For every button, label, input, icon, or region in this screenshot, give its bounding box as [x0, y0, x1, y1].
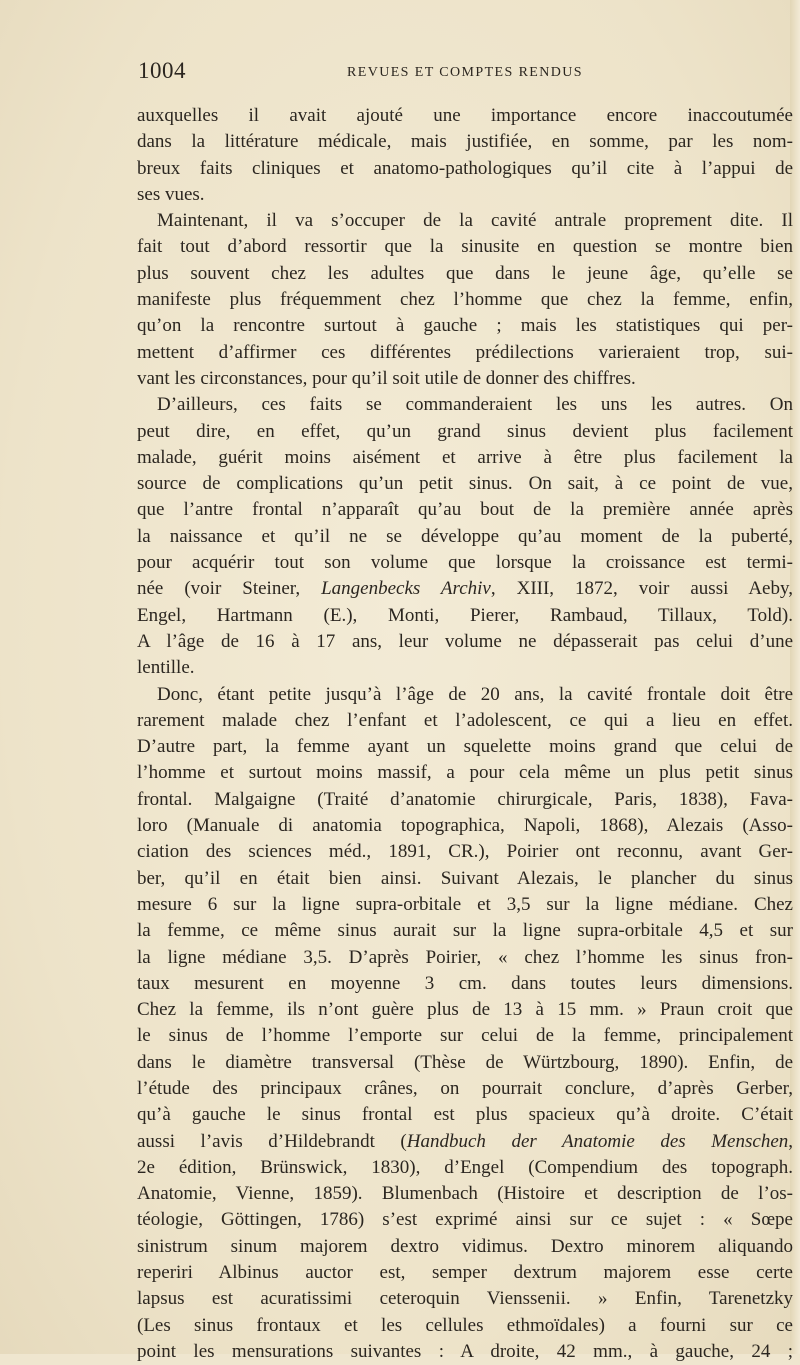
line-text: aussi l’avis d’Hildebrandt (: [137, 1130, 407, 1152]
text-line: la naissance et qu’il ne se développe qu’au moment de la puberté,: [137, 525, 793, 547]
line-text: , XIII, 1872, voir aussi Aeby,: [490, 578, 793, 600]
text-line: point les mensurations suivantes : A droite, 42 mm., à gauche, 24 ;: [137, 1340, 793, 1362]
text-line: mettent d’affirmer ces différentes prédilections varieraient trop, sui-: [137, 341, 793, 363]
text-line: source de complications qu’un petit sinus. On sait, à ce point de vue,: [137, 473, 793, 495]
text-line: ses vues.: [137, 183, 205, 205]
italic-title: Handbuch der Anatomie des Menschen: [406, 1130, 789, 1152]
text-line: ciation des sciences méd., 1891, CR.), Poirier ont reconnu, avant Ger-: [137, 841, 793, 863]
text-line: auxquelles il avait ajouté une importance encore inaccoutumée: [137, 105, 793, 126]
text-line: Maintenant, il va s’occuper de la cavité antrale proprement dite. Il: [157, 210, 793, 232]
text-line: plus souvent chez les adultes que dans le jeune âge, qu’elle se: [137, 262, 793, 284]
text-line: qu’à gauche le sinus frontal est plus spacieux qu’à droite. C’était: [137, 1104, 793, 1126]
text-line: pour acquérir tout son volume que lorsque la croissance est termi-: [137, 552, 793, 574]
text-line: dans le diamètre transversal (Thèse de Würtzbourg, 1890). Enfin, de: [137, 1051, 793, 1073]
text-line: 2e édition, Brünswick, 1830), d’Engel (Compendium des topograph.: [137, 1156, 793, 1178]
text-line: Engel, Hartmann (E.), Monti, Pierer, Rambaud, Tillaux, Told).: [137, 604, 793, 626]
text-line: rarement malade chez l’enfant et l’adolescent, ce qui a lieu en effet.: [137, 709, 793, 731]
text-line: lentille.: [137, 657, 195, 679]
italic-title: Langenbecks Archiv: [321, 578, 491, 600]
text-line: A l’âge de 16 à 17 ans, leur volume ne dépasserait pas celui d’une: [137, 630, 793, 652]
body-text: [137, 103, 793, 1365]
line-text: ,: [788, 1130, 793, 1152]
text-line: malade, guérit moins aisément et arrive à être plus facilement la: [137, 446, 793, 468]
page-header: [138, 58, 792, 90]
text-line: loro (Manuale di anatomia topographica, Napoli, 1868), Alezais (Asso-: [137, 815, 793, 837]
text-line: lapsus est acuratissimi ceteroquin Vienssenii. » Enfin, Tarenetzky: [137, 1288, 793, 1310]
text-line: frontal. Malgaigne (Traité d’anatomie chirurgicale, Paris, 1838), Fava-: [137, 788, 793, 810]
text-line: téologie, Göttingen, 1786) s’est exprimé ainsi sur ce sujet : « Sœpe: [137, 1209, 793, 1231]
text-line: reperiri Albinus auctor est, semper dextrum majorem esse certe: [137, 1262, 793, 1284]
text-line: que l’antre frontal n’apparaît qu’au bout de la première année après: [137, 499, 793, 521]
text-line: (Les sinus frontaux et les cellules ethmoïdales) a fourni sur ce: [137, 1314, 793, 1336]
line-text: née (voir Steiner,: [137, 578, 322, 600]
text-line: ber, qu’il en était bien ainsi. Suivant Alezais, le plancher du sinus: [137, 867, 793, 889]
text-line: le sinus de l’homme l’emporte sur celui de la femme, principalement: [137, 1025, 793, 1047]
text-line: breux faits cliniques et anatomo-pathologiques qu’il cite à l’appui de: [137, 157, 793, 179]
text-line: la ligne médiane 3,5. D’après Poirier, « chez l’homme les sinus fron-: [137, 946, 793, 968]
text-line: dans la littérature médicale, mais justifiée, en somme, par les nom-: [137, 131, 793, 153]
text-line: manifeste plus fréquemment chez l’homme que chez la femme, enfin,: [137, 289, 793, 311]
running-head: REVUES ET COMPTES RENDUS: [347, 65, 583, 80]
text-line: fait tout d’abord ressortir que la sinusite en question se montre bien: [137, 236, 793, 258]
text-line: l’étude des principaux crânes, on pourrait conclure, d’après Gerber,: [137, 1077, 793, 1099]
text-line: qu’on la rencontre surtout à gauche ; mais les statistiques qui per-: [137, 315, 793, 337]
text-line: mesure 6 sur la ligne supra-orbitale et 3,5 sur la ligne médiane. Chez: [137, 893, 793, 915]
page-number: 1004: [138, 58, 186, 83]
text-line: Anatomie, Vienne, 1859). Blumenbach (Histoire et description de l’os-: [137, 1183, 793, 1205]
text-line: la femme, ce même sinus aurait sur la ligne supra-orbitale 4,5 et sur: [137, 920, 793, 942]
text-line: Donc, étant petite jusqu’à l’âge de 20 ans, la cavité frontale doit être: [157, 683, 793, 705]
text-line: sinistrum sinum majorem dextro vidimus. Dextro minorem aliquando: [137, 1235, 793, 1257]
text-line: taux mesurent en moyenne 3 cm. dans toutes leurs dimensions.: [137, 972, 793, 994]
text-line: [137, 576, 793, 602]
text-line: l’homme et surtout moins massif, a pour cela même un plus petit sinus: [137, 762, 793, 784]
text-line: vant les circonstances, pour qu’il soit utile de donner des chiffres.: [137, 367, 636, 389]
text-line: [137, 1129, 793, 1155]
text-line: D’autre part, la femme ayant un squelette moins grand que celui de: [137, 736, 793, 758]
text-line: peut dire, en effet, qu’un grand sinus devient plus facilement: [137, 420, 793, 442]
text-line: Chez la femme, ils n’ont guère plus de 13 à 15 mm. » Praun croit que: [137, 999, 793, 1021]
text-line: D’ailleurs, ces faits se commanderaient les uns les autres. On: [157, 394, 793, 416]
